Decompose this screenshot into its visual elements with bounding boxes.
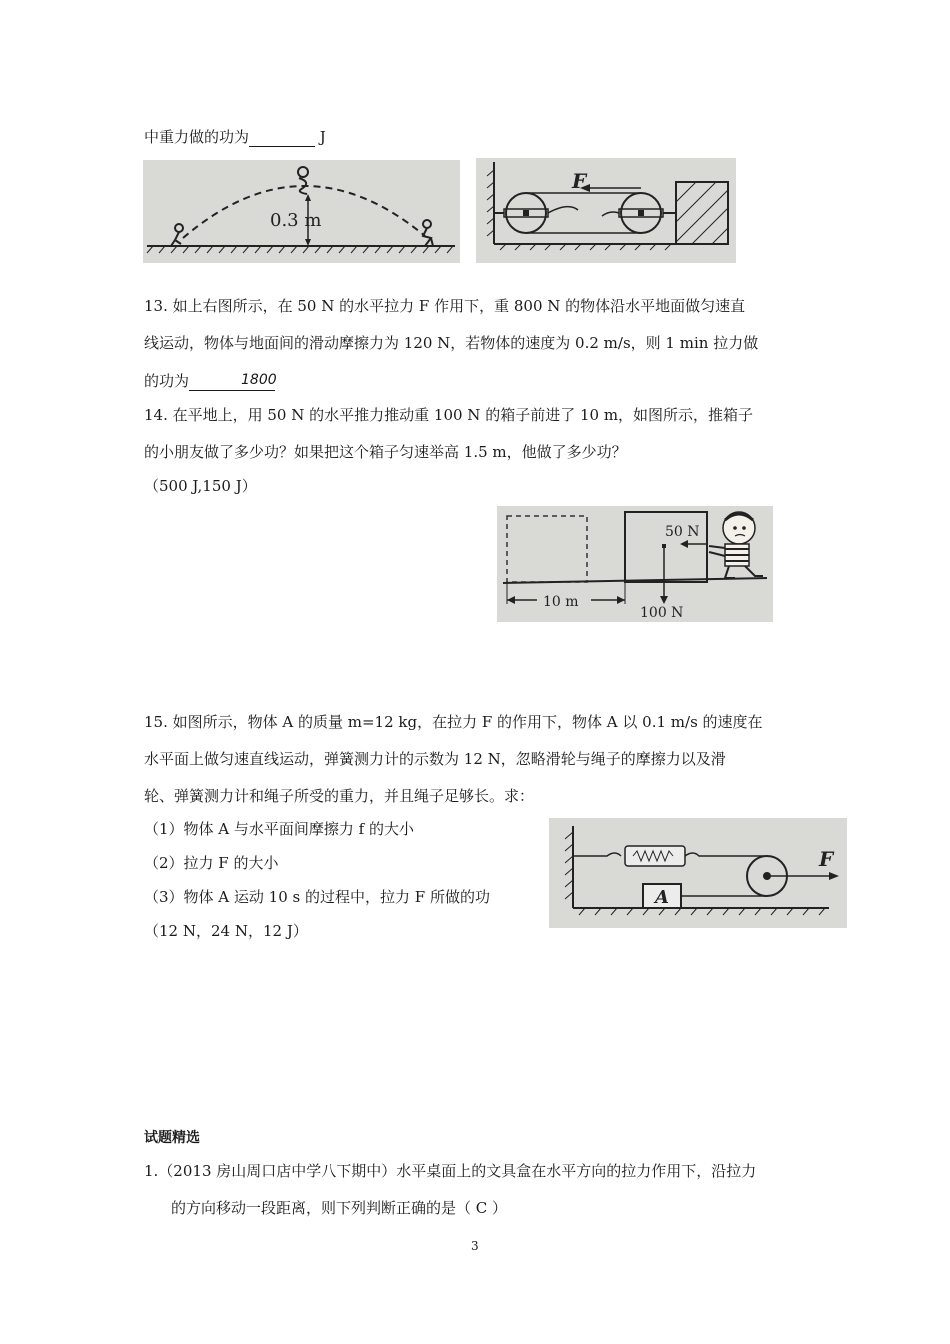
push-label: 50 N	[665, 524, 700, 540]
page-number: 3	[471, 1239, 479, 1253]
pulley-diagram	[476, 158, 736, 263]
q13-line1: 13. 如上右图所示，在 50 N 的水平拉力 F 作用下，重 800 N 的物体沿水平地面做匀速直	[144, 297, 746, 315]
push-arrow-icon	[680, 540, 688, 548]
q15-line2: 水平面上做匀速直线运动，弹簧测力计的示数为 12 N，忽略滑轮与绳子的摩擦力以及滑	[144, 750, 726, 768]
q13-line2: 线运动，物体与地面间的滑动摩擦力为 120 N，若物体的速度为 0.2 m/s，则 1 min 拉力做	[144, 334, 759, 352]
push-box-diagram	[497, 506, 773, 622]
person-start-icon	[171, 224, 183, 246]
q15-line3: 轮、弹簧测力计和绳子所受的重力，并且绳子足够长。求：	[144, 787, 535, 805]
person-end-icon	[423, 220, 433, 246]
wall-hatching	[565, 832, 573, 899]
q12-unit: J	[319, 128, 326, 146]
weight-label: 100 N	[640, 605, 684, 621]
child-pushing-icon	[709, 512, 763, 578]
center-point	[662, 544, 666, 548]
rope-to-wall	[573, 853, 621, 856]
spring-pulley-diagram	[549, 818, 847, 928]
q13-answer-blank	[189, 370, 275, 391]
distance-arrow-right-icon	[617, 596, 625, 604]
rope-upper	[685, 853, 764, 856]
q15-answer: （12 N，24 N，12 J）	[144, 922, 308, 940]
q15-line1: 15. 如图所示，物体 A 的质量 m=12 kg，在拉力 F 的作用下，物体 A 以 0.1 m/s 的速度在	[144, 713, 763, 731]
figure-jump-arc	[143, 160, 460, 263]
figure-spring-pulley	[549, 818, 847, 928]
figure-push-box	[497, 506, 773, 622]
section-title: 试题精选	[144, 1130, 200, 1146]
q13-handwritten-answer: 1800	[241, 372, 277, 388]
left-pulley-center	[523, 210, 529, 216]
distance-label: 10 m	[543, 594, 579, 610]
answer-blank	[249, 146, 315, 147]
q15-sub1: （1）物体 A 与水平面间摩擦力 f 的大小	[144, 820, 415, 838]
block-hatching	[676, 182, 728, 244]
q14-line1: 14. 在平地上，用 50 N 的水平推力推动重 100 N 的箱子前进了 10 m，如图所示，推箱子	[144, 406, 754, 424]
force-arrow-icon	[829, 872, 839, 880]
q14-line2: 的小朋友做了多少功？如果把这个箱子匀速举高 1.5 m，他做了多少功？	[144, 443, 627, 461]
figure-pulley	[476, 158, 736, 263]
box-start-dashed	[507, 516, 587, 582]
q13-line3-prefix: 的功为	[144, 372, 190, 390]
weight-arrow-icon	[660, 596, 668, 604]
q12-tail-line	[144, 127, 326, 147]
rope-hook	[548, 207, 619, 216]
force-label: F	[819, 847, 834, 871]
person-top-icon	[298, 167, 308, 194]
height-arrow-up-icon	[305, 194, 311, 201]
q1-line2: 的方向移动一段距离，则下列判断正确的是（ C ）	[171, 1199, 508, 1217]
height-label: 0.3 m	[270, 210, 322, 231]
wall-hatching	[487, 170, 494, 236]
force-label: F	[572, 169, 587, 193]
q14-answer: （500 J,150 J）	[144, 477, 257, 495]
jump-arc-diagram	[143, 160, 460, 263]
q15-sub3: （3）物体 A 运动 10 s 的过程中，拉力 F 所做的功	[144, 888, 490, 906]
ground-hatching	[147, 246, 453, 253]
q1-line1: 1.（2013 房山周口店中学八下期中）水平桌面上的文具盒在水平方向的拉力作用下，沿拉力	[144, 1162, 757, 1180]
floor-hatching	[579, 908, 825, 915]
block-a-label: A	[655, 887, 669, 908]
height-arrow-down-icon	[305, 239, 311, 246]
q13-line3	[144, 370, 275, 391]
q15-sub2: （2）拉力 F 的大小	[144, 854, 279, 872]
distance-arrow-left-icon	[507, 596, 515, 604]
q12-tail-text: 中重力做的功为	[144, 128, 250, 146]
right-pulley-center	[638, 210, 644, 216]
